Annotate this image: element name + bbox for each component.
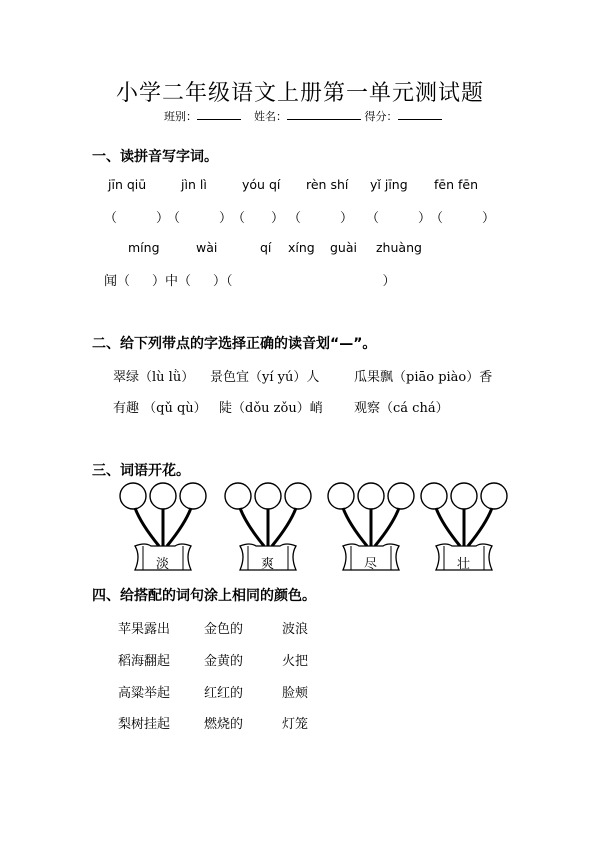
match-word[interactable]: 金黄的 bbox=[204, 654, 244, 669]
flower-char: 淡 bbox=[156, 557, 170, 572]
pinyin-item: qí bbox=[260, 240, 272, 255]
pinyin-item: yóu qí bbox=[242, 177, 281, 192]
pinyin-item: zhuàng bbox=[376, 240, 422, 255]
section1-heading: 一、读拼音写字词。 bbox=[92, 149, 218, 165]
match-word[interactable]: 燃烧的 bbox=[204, 717, 244, 732]
answer-text: ）（ bbox=[213, 274, 233, 289]
match-word[interactable]: 金色的 bbox=[204, 622, 244, 637]
pinyin-item: xíng bbox=[288, 240, 315, 255]
match-word[interactable]: 灯笼 bbox=[282, 717, 309, 732]
answer-blank[interactable]: （ ） bbox=[167, 211, 233, 226]
flower-char: 尽 bbox=[364, 557, 378, 572]
answer-text: ） bbox=[382, 274, 396, 289]
match-word[interactable]: 苹果露出 bbox=[118, 622, 171, 637]
score-label: 得分： bbox=[364, 110, 398, 123]
section4-heading: 四、给搭配的词句涂上相同的颜色。 bbox=[92, 588, 316, 604]
match-word[interactable]: 脸颊 bbox=[282, 686, 309, 701]
pinyin-item: míng bbox=[128, 240, 160, 255]
flower-char: 壮 bbox=[457, 557, 471, 572]
pinyin-item: yǐ jīng bbox=[370, 177, 408, 192]
answer-blank[interactable]: （ ） bbox=[104, 211, 170, 226]
pinyin-item: guài bbox=[330, 240, 357, 255]
choice-item[interactable]: 景色宜（yí yú）人 bbox=[210, 370, 320, 385]
match-word[interactable]: 梨树挂起 bbox=[118, 717, 171, 732]
choice-item[interactable]: 瓜果飘（piāo piào）香 bbox=[354, 370, 493, 385]
choice-item[interactable]: 翠绿（lù lǜ） bbox=[113, 370, 195, 385]
flower-char: 爽 bbox=[261, 557, 275, 572]
page-title: 小学二年级语文上册第一单元测试题 bbox=[115, 81, 484, 106]
name-label: 姓名： bbox=[254, 110, 287, 123]
pinyin-item: rèn shí bbox=[306, 177, 349, 192]
pinyin-item: jìn lì bbox=[181, 177, 207, 192]
answer-text: ）中（ bbox=[152, 274, 192, 289]
match-word[interactable]: 火把 bbox=[282, 654, 309, 669]
choice-item[interactable]: 观察（cá chá） bbox=[354, 401, 449, 416]
section3-heading: 三、词语开花。 bbox=[92, 463, 190, 479]
match-word[interactable]: 红红的 bbox=[204, 686, 244, 701]
match-word[interactable]: 波浪 bbox=[282, 622, 309, 637]
match-word[interactable]: 稻海翻起 bbox=[118, 654, 171, 669]
answer-blank[interactable]: （ ） bbox=[232, 211, 285, 226]
answer-text: 闻（ bbox=[104, 274, 131, 289]
class-label: 班别： bbox=[164, 110, 197, 123]
choice-item[interactable]: 陡（dǒu zǒu）峭 bbox=[219, 401, 323, 416]
section2-heading: 二、给下列带点的字选择正确的读音划“—”。 bbox=[92, 336, 377, 352]
match-word[interactable]: 高粱举起 bbox=[118, 686, 171, 701]
answer-blank[interactable]: （ ） bbox=[288, 211, 354, 226]
pinyin-item: wài bbox=[196, 240, 218, 255]
pinyin-item: jīn qiū bbox=[108, 177, 147, 192]
pinyin-item: fēn fēn bbox=[434, 177, 479, 192]
choice-item[interactable]: 有趣 （qǔ qù） bbox=[113, 401, 207, 416]
answer-blank[interactable]: （ ） bbox=[430, 211, 496, 226]
answer-blank[interactable]: （ ） bbox=[366, 211, 432, 226]
